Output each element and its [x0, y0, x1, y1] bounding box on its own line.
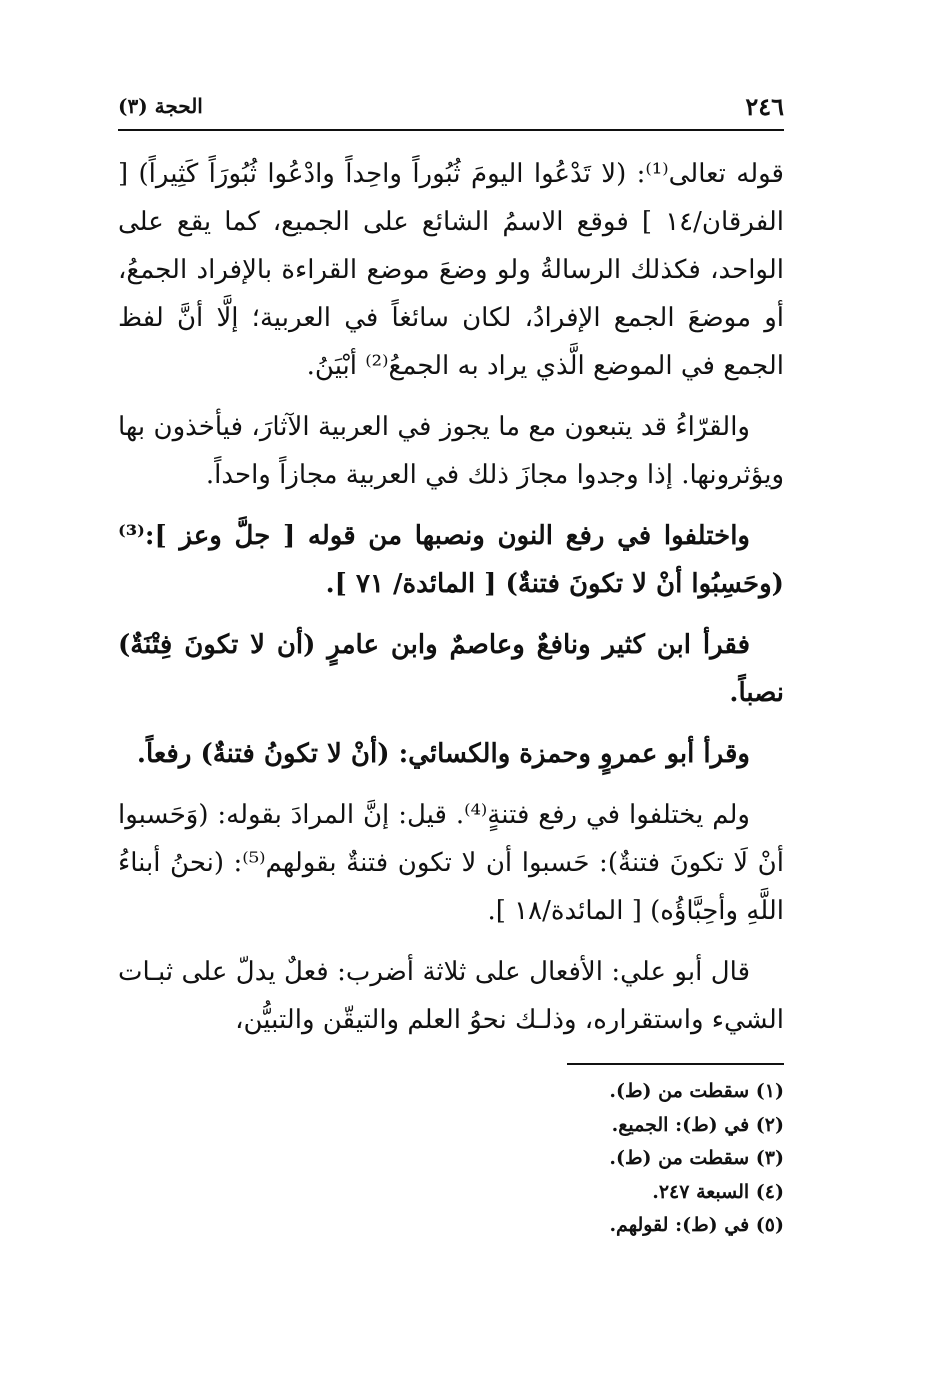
running-title: الحجة (٣) [118, 94, 203, 118]
paragraph-4: فقرأ ابن كثير ونافعٌ وعاصمٌ وابن عامرٍ (أن لا تكونَ فِتْنَةٌ) نصباً. [118, 630, 784, 708]
header-divider [118, 129, 784, 131]
footnote-1: (١) سقطت من (ط). [609, 1080, 784, 1102]
page-number: ٢٤٦ [745, 92, 784, 121]
footnote-divider [567, 1063, 784, 1065]
paragraph-7: قال أبو علي: الأفعال على ثلاثة أضرب: فعلٌ يدلّ على ثبـات الشيء واستقراره، وذلـك نحوُ العلم والتيقّن والتبيُّن، [118, 957, 784, 1035]
footnote-4: (٤) السبعة ٢٤٧. [652, 1180, 784, 1203]
footnote-3: (٣) سقطت من (ط). [609, 1147, 784, 1169]
paragraph-2: والقرّاءُ قد يتبعون مع ما يجوز في العربية الآثارَ، فيأخذون بها ويؤثرونها. إذا وجدوا مجازَ ذلك في العربية مجازاً واحداً. [118, 412, 784, 490]
page-header [118, 92, 784, 126]
footnote-5: (٥) في (ط): لقولهم. [609, 1214, 784, 1236]
paragraph-3: واختلفوا في رفع النون ونصبها من قوله [ جلَّ وعز ]:⁽³⁾ (وحَسِبُوا أنْ لا تكونَ فتنةٌ) [ المائدة/ ٧١ ]. [118, 521, 784, 599]
paragraph-6: ولم يختلفوا في رفع فتنةٍ⁽⁴⁾. قيل: إنَّ المرادَ بقوله: (وَحَسبوا أنْ لَا تكونَ فتنةٌ): حَسبوا أن لا تكون فتنةٌ بقولهم⁽⁵⁾: (نحنُ أبناءُ اللَّهِ وأحِبَّاؤُه) [ المائدة/١٨ ]. [118, 800, 784, 926]
paragraph-5: وقرأ أبو عمروٍ وحمزة والكسائي: (أنْ لا تكونُ فتنةٌ) رفعاً. [136, 739, 750, 769]
footnote-2: (٢) في (ط): الجميع. [611, 1113, 784, 1136]
paragraph-1: قوله تعالى⁽¹⁾: (لا تَدْعُوا اليومَ ثُبُوراً واحِداً وادْعُوا ثُبُورَاً كَثِيراً) [ الفرقان/١٤ ] فوقع الاسمُ الشائع على الجميع، كما يقع على الواحد، فكذلك الرسالةُ ولو وضعَ موضع القراءة بالإفراد الجمعُ، أو موضعَ الجمع الإفرادُ، لكان سائغاً في العربية؛ إلَّا أنَّ لفظ الجمع في الموضع الَّذي يراد به الجمعُ⁽²⁾ أبْيَنُ. [118, 159, 784, 381]
main-text [118, 150, 784, 1057]
footnotes [300, 1075, 784, 1243]
